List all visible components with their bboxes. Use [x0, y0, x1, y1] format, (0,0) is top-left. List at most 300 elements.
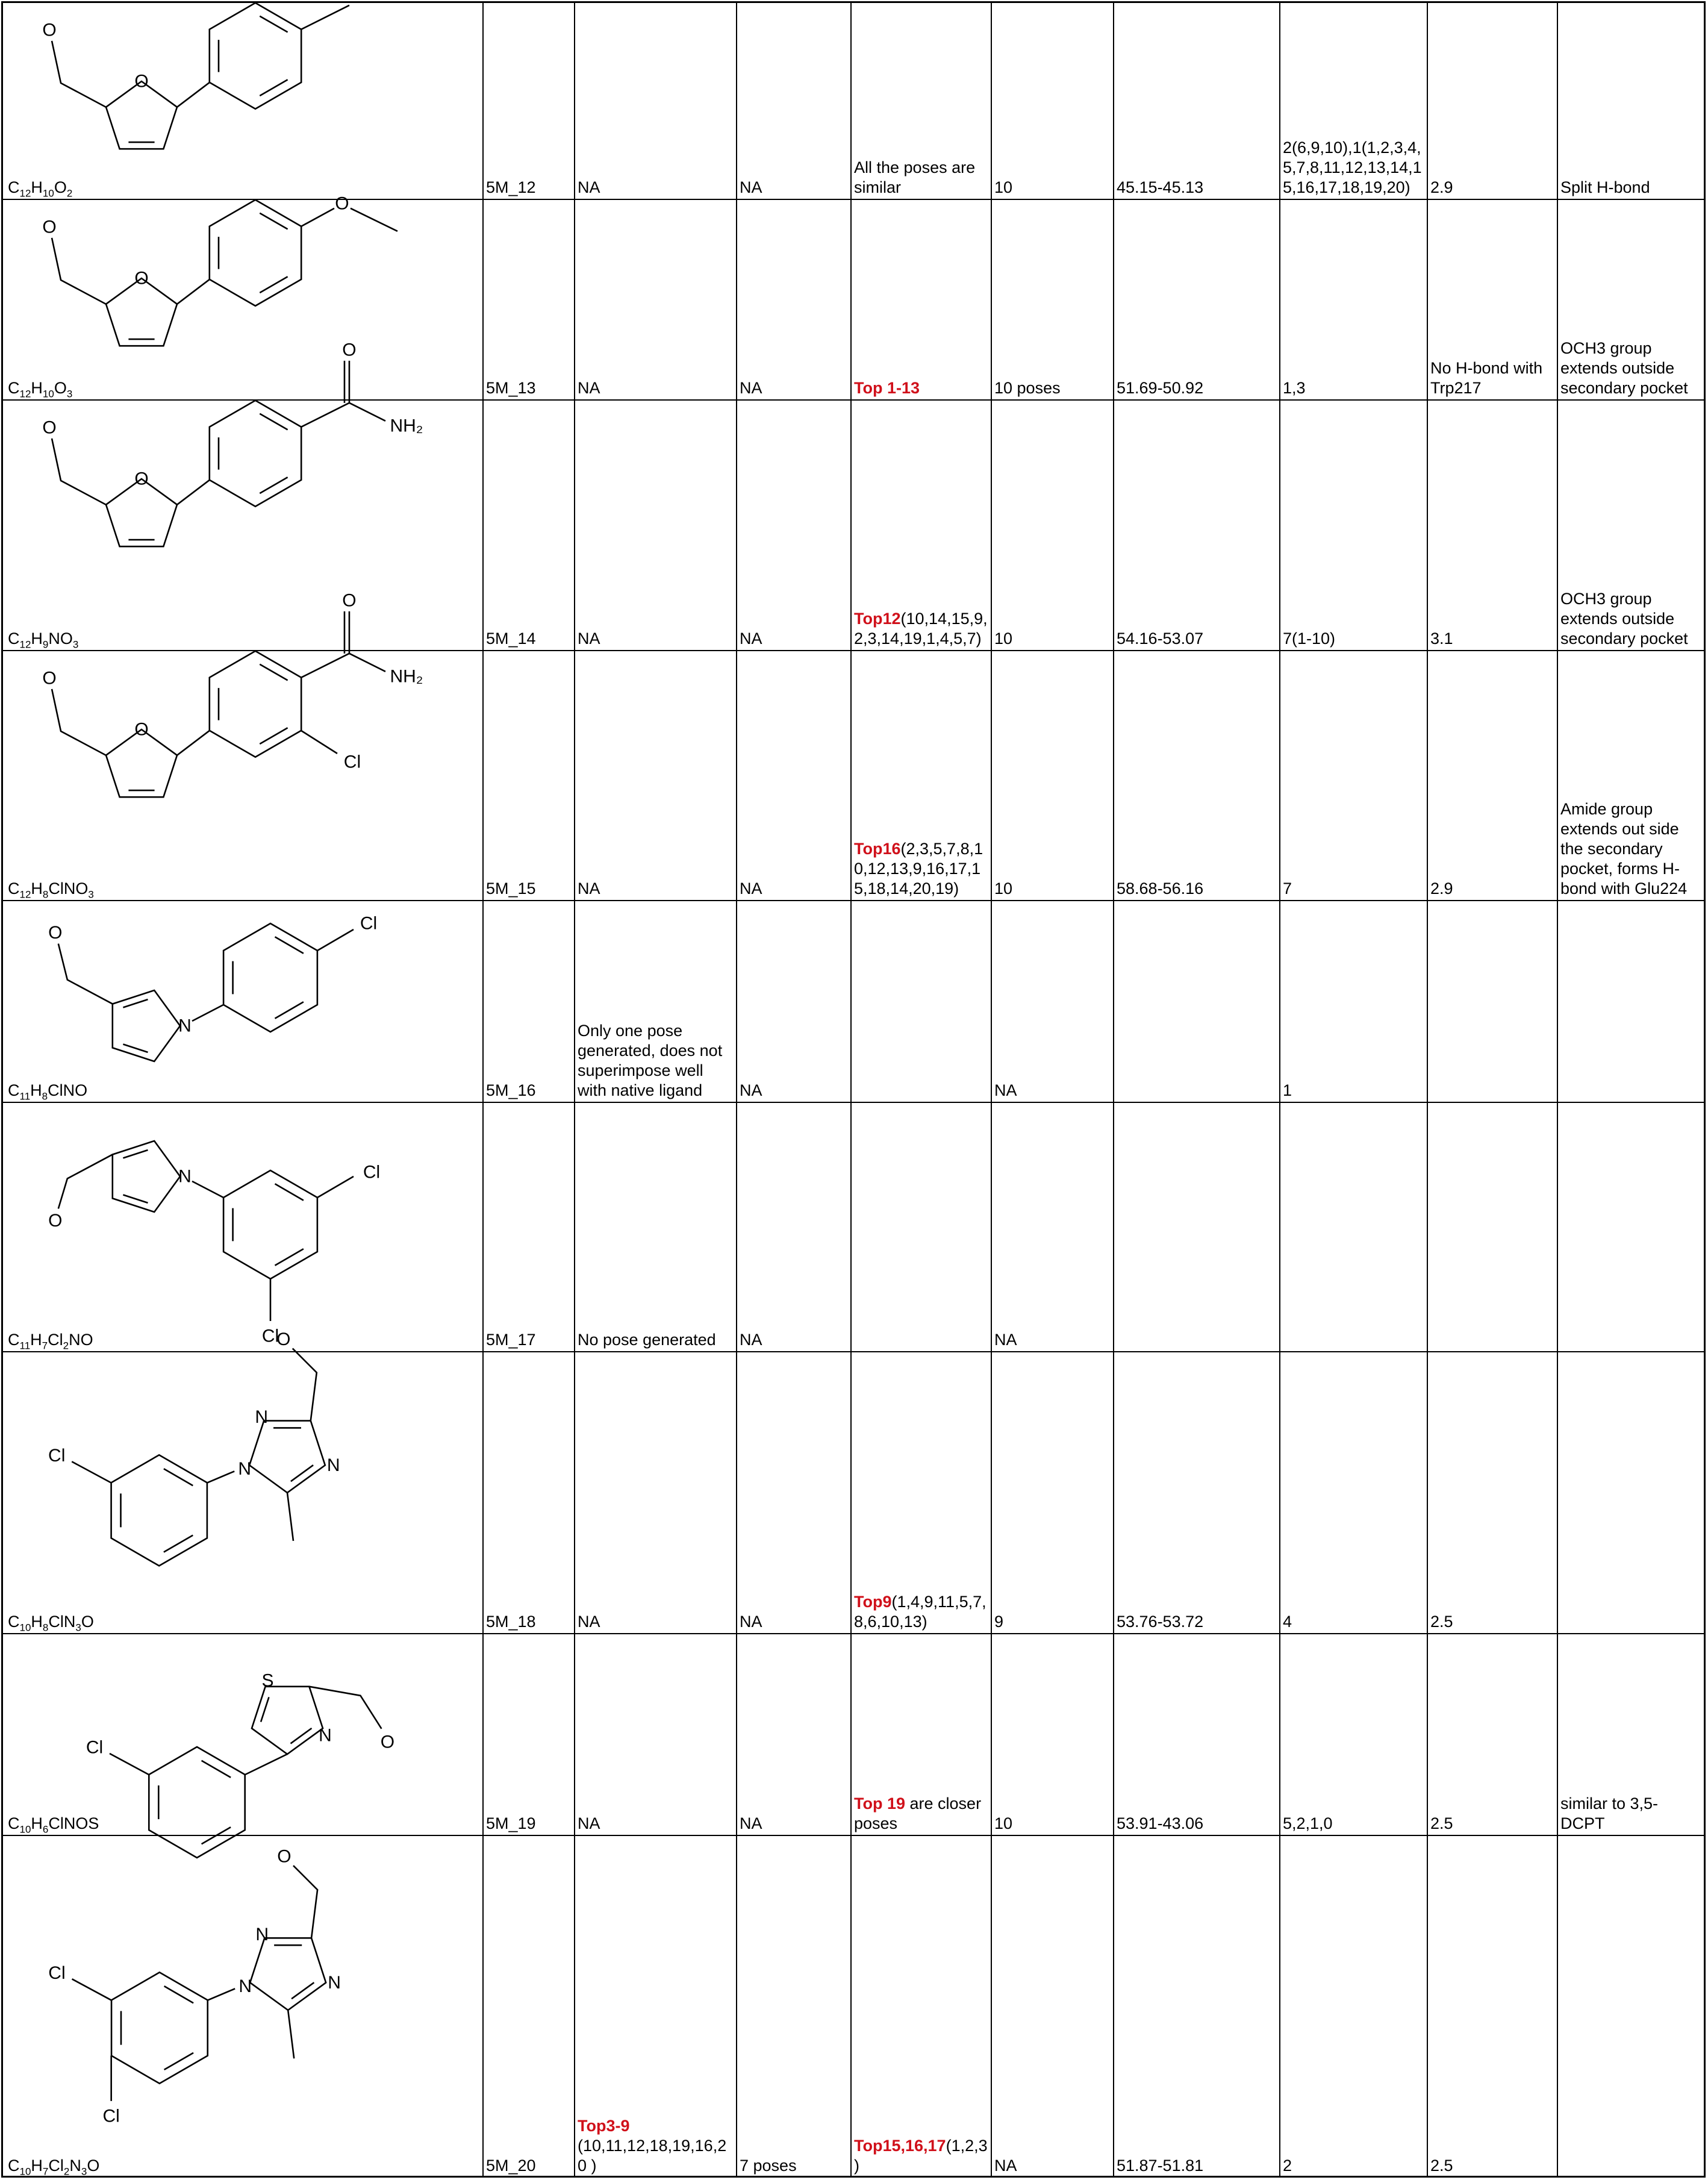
benzene-double-bonds	[121, 1986, 193, 2070]
cell-text	[1430, 1612, 1554, 1632]
cell-text-segment: 10 poses	[994, 379, 1061, 397]
chemical-structure-drawing	[4, 4, 481, 175]
cell-text	[1283, 2156, 1424, 2176]
aldehyde-bond	[293, 1349, 317, 1421]
compound-id: 5M_15	[486, 879, 536, 898]
triazole-n4-label: N	[328, 1972, 341, 1993]
table-cell	[992, 200, 1114, 399]
table-cell	[1280, 651, 1428, 900]
table-cell	[992, 1352, 1114, 1633]
table-cell	[992, 1836, 1114, 2177]
cell-text	[740, 2156, 848, 2176]
aryl-bond	[245, 1754, 287, 1775]
cell-text-segment: NA	[994, 2157, 1017, 2175]
cell-text-segment: (1,2,3)	[854, 2137, 988, 2175]
table-cell	[737, 651, 852, 900]
molecular-formula: $C_{11}H_8ClNO$	[8, 1081, 88, 1102]
benzene-ring	[210, 200, 301, 306]
cell-text-segment: 4	[1283, 1613, 1292, 1631]
table-cell	[1558, 3, 1704, 199]
table-cell	[1428, 401, 1558, 650]
highlighted-text: Top15,16,17	[854, 2137, 946, 2155]
cell-text-segment: NA	[740, 879, 762, 898]
cell-text-segment: (10,11,12,18,19,16,20 )	[578, 2137, 727, 2175]
table-cell	[852, 1103, 992, 1351]
cell-text	[1430, 178, 1554, 198]
cell-text	[1560, 799, 1701, 899]
table-cell	[852, 1836, 992, 2177]
cell-text-segment: similar to 3,5-DCPT	[1560, 1794, 1659, 1832]
cell-text	[1283, 378, 1424, 398]
cell-text-segment: 7 poses	[740, 2157, 797, 2175]
table-cell	[737, 1352, 852, 1633]
triazole-n2-label: N	[255, 1407, 269, 1428]
cell-text	[1117, 879, 1277, 899]
pyrrole-double-bonds	[123, 999, 148, 1052]
pyrrole-nitrogen-label: N	[178, 1166, 192, 1187]
cell-text-segment: NA	[740, 1613, 762, 1631]
table-cell	[484, 901, 575, 1102]
table-cell	[852, 3, 992, 199]
cell-text-segment: OCH3 group extends outside secondary pocket	[1560, 590, 1688, 648]
thiazole-ring	[252, 1687, 323, 1754]
table-cell	[737, 200, 852, 399]
cell-text-segment: 2.5	[1430, 1613, 1453, 1631]
table-cell	[737, 901, 852, 1102]
aldehyde-oxygen-label: O	[42, 417, 57, 438]
cell-text-segment: NA	[578, 178, 600, 196]
thiazole-double-bonds	[261, 1697, 311, 1743]
chloro-bond	[301, 731, 337, 754]
cell-text	[1283, 138, 1424, 198]
table-cell	[852, 651, 992, 900]
chloro-bond-1	[72, 1461, 111, 1482]
table-cell	[1428, 200, 1558, 399]
aldehyde-oxygen-label: O	[42, 668, 57, 689]
cell-text-segment: 1	[1283, 1081, 1292, 1099]
table-cell	[1280, 401, 1428, 650]
table-cell	[852, 1634, 992, 1835]
table-cell	[484, 1352, 575, 1633]
molecular-formula: $C_{10}H_8ClN_3O$	[8, 1613, 94, 1634]
chlorine-label: Cl	[343, 752, 361, 772]
benzene-ring	[210, 3, 301, 109]
table-cell	[1114, 1836, 1280, 2177]
methyl-bond	[301, 5, 349, 30]
structure-cell	[3, 1103, 484, 1351]
cell-text	[1430, 629, 1554, 649]
cell-text-segment: 7(1-10)	[1283, 629, 1336, 648]
cell-text-segment: NA	[740, 178, 762, 196]
molecular-formula: $C_{12}H_8ClNO_3$	[8, 879, 94, 901]
triazole-double-bonds	[273, 1428, 313, 1481]
cell-text-segment: 45.15-45.13	[1117, 178, 1204, 196]
ring-oxygen-label: O	[134, 719, 149, 740]
table-cell	[1114, 1352, 1280, 1633]
furan-ring	[106, 278, 177, 346]
cell-text	[854, 158, 988, 198]
cell-text	[740, 1612, 848, 1632]
docking-results-table	[1, 1, 1706, 2178]
compound-id: 5M_13	[486, 379, 536, 397]
cell-text	[740, 879, 848, 899]
cell-text-segment: Split H-bond	[1560, 178, 1650, 196]
cell-text-segment: NA	[994, 1081, 1017, 1099]
highlighted-text: Top 19	[854, 1794, 906, 1813]
aldehyde-oxygen-label: O	[42, 217, 57, 237]
benzene-double-bonds	[219, 213, 288, 293]
molecular-formula: $C_{12}H_{10}O_2$	[8, 178, 73, 199]
cell-text-segment: 51.69-50.92	[1117, 379, 1204, 397]
cell-text-segment: 3.1	[1430, 629, 1453, 648]
table-row	[3, 901, 1704, 1103]
triazole-n1-label: N	[238, 1976, 252, 1996]
chloro-bond-1	[317, 1176, 354, 1198]
cell-text	[994, 2156, 1111, 2176]
table-cell	[575, 651, 737, 900]
highlighted-text: Top3-9	[578, 2117, 630, 2135]
compound-id: 5M_17	[486, 1331, 536, 1349]
chlorine-label-1: Cl	[48, 1445, 66, 1466]
cell-text	[578, 378, 734, 398]
cell-text	[994, 378, 1111, 398]
methoxy-methyl-bond	[351, 208, 397, 231]
benzene-ring	[111, 1455, 207, 1566]
cell-text	[578, 2116, 734, 2176]
cell-text	[1283, 1081, 1424, 1101]
benzene-double-bonds	[233, 937, 304, 1018]
table-cell	[484, 651, 575, 900]
cell-text	[578, 178, 734, 198]
cell-text	[854, 1794, 988, 1834]
molecular-formula: $C_{10}H_6ClNOS$	[8, 1814, 99, 1835]
cell-text-segment: (1,4,9,11,5,7,8,6,10,13)	[854, 1593, 986, 1631]
table-cell	[992, 651, 1114, 900]
table-cell	[484, 1634, 575, 1835]
table-cell	[1114, 1634, 1280, 1835]
table-cell	[1280, 1634, 1428, 1835]
table-cell	[1114, 901, 1280, 1102]
cell-text	[1283, 879, 1424, 899]
aldehyde-oxygen-label: O	[48, 1211, 63, 1231]
cell-text	[854, 378, 988, 398]
furan-ring	[106, 729, 177, 797]
triazole-ring	[249, 1421, 325, 1493]
benzene-double-bonds	[121, 1469, 193, 1552]
table-cell	[737, 1634, 852, 1835]
table-cell	[484, 1836, 575, 2177]
cell-text	[1117, 378, 1277, 398]
cell-text-segment: 5,2,1,0	[1283, 1814, 1333, 1832]
cell-text-segment: NA	[740, 629, 762, 648]
table-row	[3, 1634, 1704, 1836]
compound-id: 5M_20	[486, 2157, 536, 2175]
triazole-n1-label: N	[238, 1458, 252, 1479]
cell-text-segment: 58.68-56.16	[1117, 879, 1204, 898]
table-cell	[852, 1352, 992, 1633]
cell-text-segment: 2.5	[1430, 2157, 1453, 2175]
aldehyde-oxygen-label: O	[42, 20, 57, 40]
ring-oxygen-label: O	[134, 469, 149, 489]
table-cell	[737, 1103, 852, 1351]
table-cell	[992, 401, 1114, 650]
table-cell	[1558, 200, 1704, 399]
benzene-ring	[210, 651, 301, 757]
cell-text	[994, 1612, 1111, 1632]
cell-text-segment: NA	[578, 1814, 600, 1832]
cell-text-segment: 7	[1283, 879, 1292, 898]
cell-text	[1117, 1814, 1277, 1834]
cell-text	[1560, 339, 1701, 398]
cell-text-segment: No pose generated	[578, 1331, 716, 1349]
aldehyde-bond	[52, 238, 106, 304]
cell-text-segment: NA	[578, 1613, 600, 1631]
cell-text	[578, 1612, 734, 1632]
cell-text-segment: (10,14,15,9,2,3,14,19,1,4,5,7)	[854, 610, 988, 648]
cell-text-segment: 1,3	[1283, 379, 1306, 397]
table-row	[3, 193, 1704, 401]
thiazole-nitrogen-label: N	[319, 1725, 332, 1746]
cell-text	[994, 178, 1111, 198]
table-cell	[737, 1836, 852, 2177]
benzene-ring	[210, 401, 301, 507]
table-cell	[575, 3, 737, 199]
table-cell	[852, 901, 992, 1102]
compound-id: 5M_16	[486, 1081, 536, 1099]
cell-text-segment: NA	[994, 1331, 1017, 1349]
compound-id: 5M_18	[486, 1613, 536, 1631]
cell-text	[1430, 358, 1554, 398]
cell-text	[1560, 178, 1701, 198]
cell-text-segment: NA	[578, 379, 600, 397]
compound-id: 5M_12	[486, 178, 536, 196]
cell-text	[1117, 1612, 1277, 1632]
aldehyde-oxygen-label: O	[48, 923, 63, 943]
cell-text	[1117, 629, 1277, 649]
table-cell	[1280, 200, 1428, 399]
cell-text	[994, 1814, 1111, 1834]
table-cell	[575, 901, 737, 1102]
cell-text	[578, 1330, 734, 1350]
table-cell	[1558, 651, 1704, 900]
table-cell	[575, 1352, 737, 1633]
table-cell	[1280, 901, 1428, 1102]
molecular-formula: $C_{12}H_{10}O_3$	[8, 379, 73, 400]
structure-cell	[3, 193, 484, 400]
cell-text	[994, 629, 1111, 649]
cell-text	[740, 1081, 848, 1101]
aryl-bond	[192, 1181, 223, 1198]
cell-text-segment: 10	[994, 879, 1013, 898]
table-cell	[1280, 1836, 1428, 2177]
aryl-bond	[208, 1988, 235, 2000]
cell-text	[1430, 2156, 1554, 2176]
aryl-bond	[177, 480, 210, 505]
amide-oxygen-label: O	[342, 340, 357, 360]
pyrrole-double-bonds	[123, 1150, 148, 1203]
aryl-bond	[177, 731, 210, 755]
molecular-formula: $C_{10}H_7Cl_2N_3O$	[8, 2157, 100, 2178]
table-row	[3, 1103, 1704, 1352]
highlighted-text: Top16	[854, 840, 901, 858]
cell-text	[578, 1021, 734, 1101]
table-cell	[1114, 401, 1280, 650]
cell-text-segment: 53.91-43.06	[1117, 1814, 1204, 1832]
cell-text-segment: NA	[578, 879, 600, 898]
cell-text-segment: 53.76-53.72	[1117, 1613, 1204, 1631]
aryl-bond	[207, 1471, 234, 1482]
triazole-n4-label: N	[326, 1455, 340, 1475]
table-cell	[575, 1634, 737, 1835]
aldehyde-bond	[293, 1866, 317, 1938]
table-row	[3, 3, 1704, 200]
chloro-bond	[317, 929, 354, 951]
pyrrole-ring	[113, 990, 180, 1061]
benzene-double-bonds	[219, 664, 288, 744]
methoxy-bond	[301, 208, 334, 226]
cell-text	[578, 1814, 734, 1834]
benzene-double-bonds	[158, 1761, 231, 1844]
table-cell	[992, 1103, 1114, 1351]
cell-text	[740, 1814, 848, 1834]
table-cell	[1280, 3, 1428, 199]
cell-text-segment: 2.9	[1430, 178, 1453, 196]
molecular-formula: $C_{12}H_9NO_3$	[8, 629, 79, 651]
cell-text	[1283, 1814, 1424, 1834]
table-cell	[1558, 1103, 1704, 1351]
cell-text-segment: 51.87-51.81	[1117, 2157, 1204, 2175]
table-cell	[1428, 3, 1558, 199]
highlighted-text: Top9	[854, 1593, 892, 1611]
chemical-structure-drawing	[4, 1837, 481, 2153]
table-cell	[1558, 401, 1704, 650]
table-cell	[575, 401, 737, 650]
benzene-double-bonds	[233, 1184, 304, 1265]
cell-text-segment: 10	[994, 178, 1013, 196]
cell-text	[994, 1330, 1111, 1350]
table-cell	[1558, 1634, 1704, 1835]
aldehyde-bond	[52, 41, 106, 107]
structure-cell	[3, 1634, 484, 1835]
cell-text-segment: NA	[740, 1814, 762, 1832]
cell-text	[578, 629, 734, 649]
table-cell	[1280, 1103, 1428, 1351]
cell-text	[578, 879, 734, 899]
triazole-double-bonds	[274, 1945, 314, 1999]
thiazole-sulfur-label: S	[261, 1670, 274, 1691]
cell-text-segment: 2(6,9,10),1(1,2,3,4,5,7,8,11,12,13,14,15,16,17,18,19,20)	[1283, 139, 1422, 196]
cell-text-segment: are closer poses	[854, 1794, 982, 1832]
cell-text	[1560, 1794, 1701, 1834]
table-cell	[1428, 1634, 1558, 1835]
cell-text-segment: 2	[1283, 2157, 1292, 2175]
table-cell	[1428, 651, 1558, 900]
aldehyde-oxygen-label: O	[276, 1329, 291, 1350]
cell-text-segment: No H-bond with Trp217	[1430, 359, 1543, 397]
table-cell	[575, 200, 737, 399]
cell-text-segment: 2.5	[1430, 1814, 1453, 1832]
aldehyde-oxygen-label: O	[277, 1846, 291, 1867]
table-cell	[484, 200, 575, 399]
table-cell	[1114, 1103, 1280, 1351]
cell-text	[1430, 879, 1554, 899]
table-cell	[992, 3, 1114, 199]
benzene-ring	[111, 1972, 208, 2083]
methyl-bond	[288, 2010, 294, 2058]
table-cell	[737, 3, 852, 199]
aldehyde-bond	[58, 1155, 113, 1209]
compound-id: 5M_14	[486, 629, 536, 648]
chlorine-label-1: Cl	[363, 1162, 381, 1182]
benzene-double-bonds	[219, 414, 288, 493]
table-cell	[1558, 1352, 1704, 1633]
cell-text	[1117, 2156, 1277, 2176]
chlorine-label: Cl	[86, 1737, 104, 1758]
cell-text	[854, 1592, 988, 1632]
table-cell	[1428, 1836, 1558, 2177]
cell-text-segment: 10	[994, 629, 1013, 648]
chloro-bond-1	[72, 1979, 111, 2000]
aryl-bond	[192, 1005, 223, 1021]
chlorine-label-1: Cl	[48, 1963, 66, 1983]
table-cell	[737, 401, 852, 650]
pyrrole-nitrogen-label: N	[178, 1016, 192, 1036]
table-cell	[992, 1634, 1114, 1835]
table-cell	[1114, 3, 1280, 199]
table-cell	[1558, 901, 1704, 1102]
chemical-structure-drawing	[4, 193, 481, 375]
cell-text	[1430, 1814, 1554, 1834]
cell-text	[854, 2136, 988, 2176]
furan-ring	[106, 479, 177, 546]
table-cell	[1558, 1836, 1704, 2177]
table-cell	[484, 1103, 575, 1351]
chlorine-label-2: Cl	[102, 2106, 120, 2126]
benzene-double-bonds	[219, 16, 288, 96]
structure-cell	[3, 901, 484, 1102]
cell-text	[740, 178, 848, 198]
cell-text-segment: All the poses are similar	[854, 158, 976, 196]
amide-nitrogen-label: NH₂	[390, 416, 423, 436]
cell-text	[994, 879, 1111, 899]
cell-text-segment: (2,3,5,7,8,10,12,13,9,16,17,15,18,14,20,19)	[854, 840, 983, 898]
triazole-ring	[250, 1938, 326, 2010]
table-cell	[575, 1103, 737, 1351]
highlighted-text: Top 1-13	[854, 379, 920, 397]
furan-ring	[106, 81, 177, 149]
table-cell	[575, 1836, 737, 2177]
table-cell	[1428, 1103, 1558, 1351]
chlorine-label: Cl	[360, 913, 378, 934]
aryl-bond	[177, 280, 210, 304]
cell-text-segment: NA	[740, 379, 762, 397]
table-cell	[1428, 901, 1558, 1102]
structure-cell	[3, 3, 484, 199]
cell-text-segment: NA	[740, 1081, 762, 1099]
cell-text-segment: OCH3 group extends outside secondary pocket	[1560, 339, 1688, 397]
chemical-structure-drawing	[4, 1635, 481, 1811]
cell-text	[740, 629, 848, 649]
table-cell	[1114, 651, 1280, 900]
table-row	[3, 1836, 1704, 2177]
table-cell	[1280, 1352, 1428, 1633]
cell-text	[740, 1330, 848, 1350]
cell-text	[994, 1081, 1111, 1101]
table-cell	[992, 901, 1114, 1102]
table-cell	[852, 401, 992, 650]
methoxy-oxygen-label: O	[335, 193, 349, 214]
chemical-structure-drawing	[4, 902, 481, 1078]
